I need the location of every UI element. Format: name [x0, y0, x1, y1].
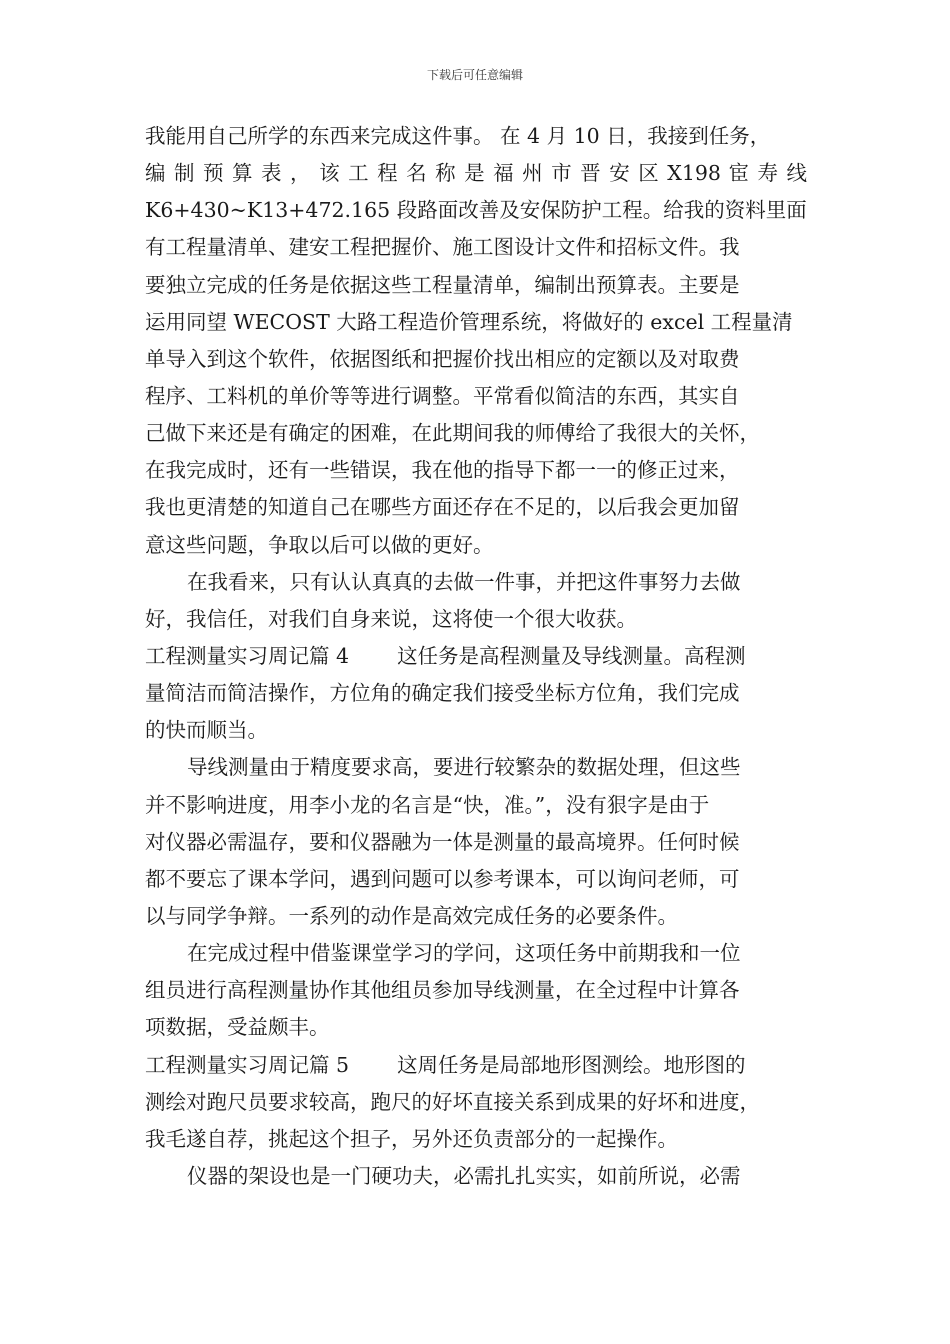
text-line: 编 制 预 算 表 ， 该 工 程 名 称 是 福 州 市 晋 安 区 X198 宦 寿 线 [145, 161, 807, 186]
text-line: 我也更清楚的知道自己在哪些方面还存在不足的，以后我会更加留 [145, 495, 740, 520]
text-line: 在我完成时，还有一些错误，我在他的指导下都一一的修正过来， [145, 458, 740, 483]
text-line: 单导入到这个软件，依据图纸和把握价找出相应的定额以及对取费 [145, 346, 740, 371]
text-line: 的快而顺当。 [145, 718, 268, 743]
text-line: 导线测量由于精度要求高，要进行较繁杂的数据处理，但这些 [187, 755, 741, 780]
text-line: 并不影响进度，用李小龙的名言是“快，准。”，没有狠字是由于 [145, 792, 710, 817]
text-line: 组员进行高程测量协作其他组员参加导线测量，在全过程中计算各 [145, 978, 740, 1003]
section-intro: 这周任务是局部地形图测绘。地形图的 [397, 1052, 746, 1077]
text-line: 我毛遂自荐，挑起这个担子，另外还负责部分的一起操作。 [145, 1126, 678, 1151]
text-line: 仪器的架设也是一门硬功夫，必需扎扎实实，如前所说，必需 [187, 1163, 741, 1188]
text-line: 意这些问题，争取以后可以做的更好。 [145, 532, 494, 557]
text-line: 在完成过程中借鉴课堂学习的学问，这项任务中前期我和一位 [187, 941, 741, 966]
section-heading: 工程测量实习周记篇 5 [145, 1052, 350, 1077]
text-line: K6+430~K13+472.165 段路面改善及安保防护工程。给我的资料里面 [145, 198, 807, 223]
text-line: 量简洁而简洁操作，方位角的确定我们接受坐标方位角，我们完成 [145, 681, 740, 706]
text-line: 运用同望 WECOST 大路工程造价管理系统，将做好的 excel 工程量清 [145, 309, 793, 334]
document-body [145, 118, 807, 1195]
text-line: 在我看来，只有认认真真的去做一件事，并把这件事努力去做 [187, 569, 741, 594]
text-line: 有工程量清单、建安工程把握价、施工图设计文件和招标文件。我 [145, 235, 740, 260]
text-line: 对仪器必需温存，要和仪器融为一体是测量的最高境界。任何时候 [145, 829, 740, 854]
text-line: 我能用自己所学的东西来完成这件事。 在 4 月 10 日，我接到任务， [145, 124, 771, 148]
section-heading: 工程测量实习周记篇 4 [145, 643, 350, 668]
section-intro: 这任务是高程测量及导线测量。高程测 [397, 643, 746, 668]
text-line: 项数据，受益颇丰。 [145, 1015, 330, 1040]
text-line: 好，我信任，对我们自身来说，这将使一个很大收获。 [145, 606, 637, 631]
section-heading-line [145, 638, 807, 675]
text-line: 程序、工料机的单价等等进行调整。平常看似简洁的东西，其实自 [145, 383, 740, 408]
text-line: 都不要忘了课本学问，遇到问题可以参考课本，可以询问老师，可 [145, 866, 740, 891]
text-line: 测绘对跑尺员要求较高，跑尺的好坏直接关系到成果的好坏和进度， [145, 1089, 760, 1114]
page-header: 下载后可任意编辑 [426, 68, 523, 82]
section-heading-line [145, 1047, 807, 1084]
text-line: 以与同学争辩。一系列的动作是高效完成任务的必要条件。 [145, 903, 678, 928]
text-line: 要独立完成的任务是依据这些工程量清单，编制出预算表。主要是 [145, 272, 740, 297]
text-line: 己做下来还是有确定的困难，在此期间我的师傅给了我很大的关怀， [145, 421, 760, 446]
